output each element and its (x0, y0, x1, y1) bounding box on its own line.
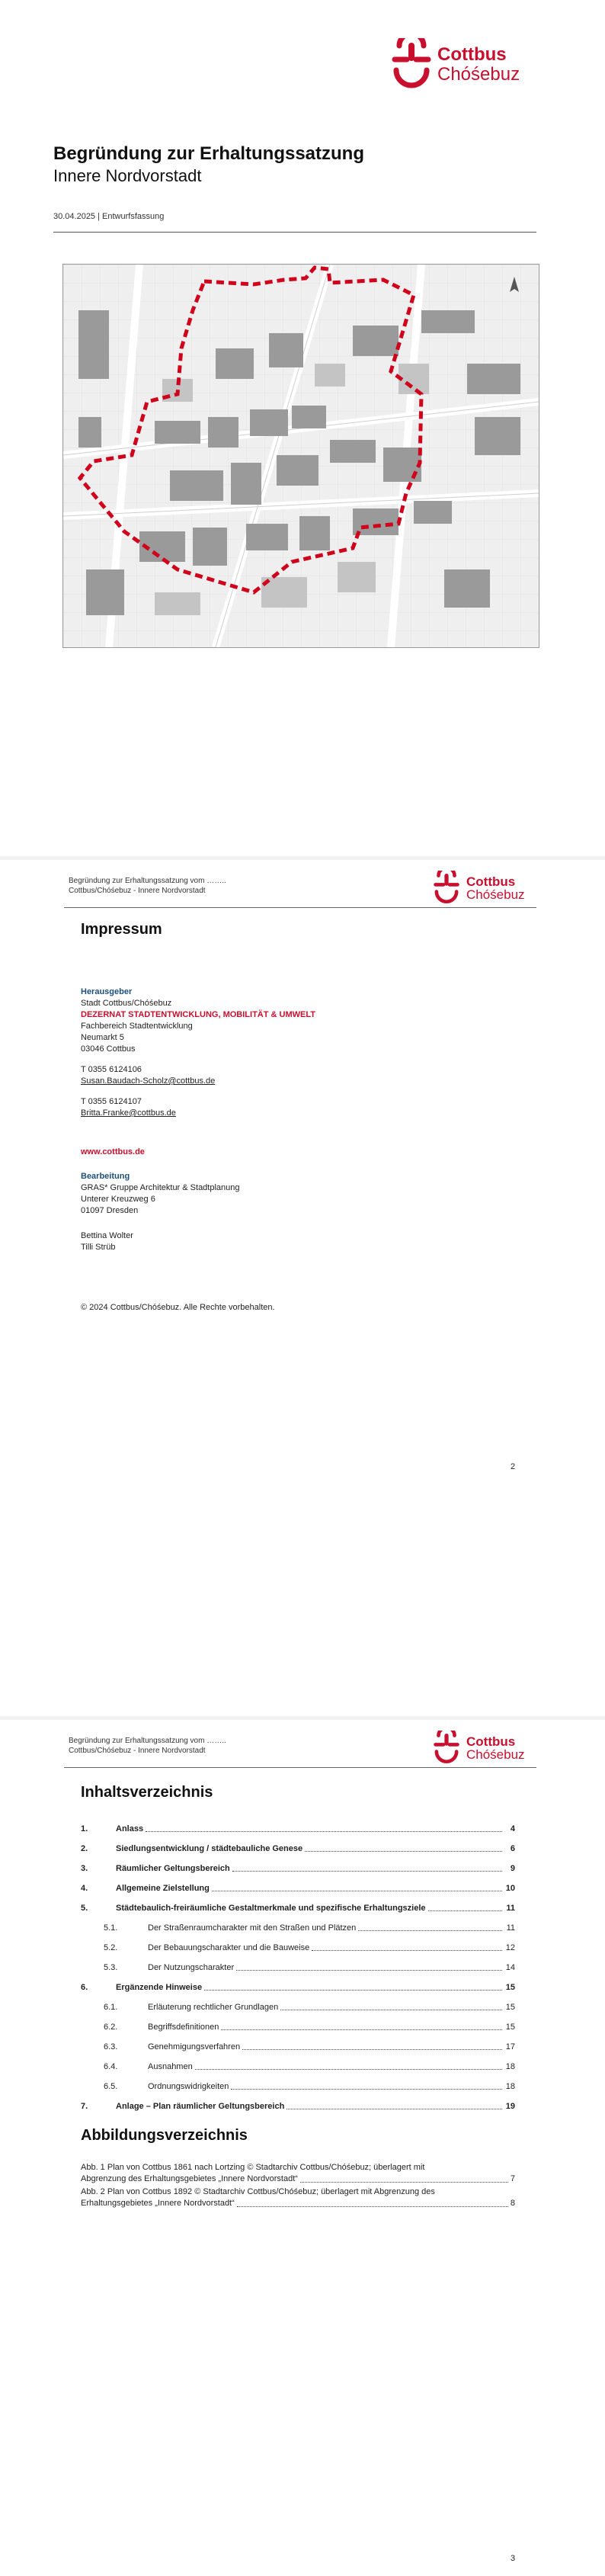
document-subtitle: Innere Nordvorstadt (53, 166, 202, 185)
toc-leader (237, 2206, 508, 2207)
toc-entry-page: 15 (505, 1983, 515, 1992)
toc-leader (358, 1930, 502, 1931)
toc-entry[interactable] (81, 1923, 515, 1933)
toc-entry-title: Ausnahmen (148, 2062, 193, 2071)
toc-entry-number: 5.3. (104, 1963, 118, 1972)
toc-entry-number: 1. (81, 1824, 88, 1833)
toc-heading: Inhaltsverzeichnis (81, 1784, 213, 1801)
contact-phone-2: T 0355 6124107 (81, 1097, 142, 1106)
toc-entry-title: Der Bebauungscharakter und die Bauweise (148, 1943, 310, 1952)
publisher-division: Fachbereich Stadtentwicklung (81, 1022, 193, 1031)
running-header-line2: Cottbus/Chóśebuz - Innere Nordvorstadt (69, 887, 206, 895)
toc-entry-page: 19 (505, 2102, 515, 2111)
toc-entry[interactable] (81, 1903, 515, 1914)
toc-entry-page: 10 (505, 1884, 515, 1893)
brand-line2: Chóśebuz (466, 887, 525, 902)
herausgeber-label: Herausgeber (81, 987, 133, 996)
toc-entry-number: 6. (81, 1983, 88, 1992)
toc-entry-page: 14 (505, 1963, 515, 1972)
toc-entry-title: Siedlungsentwicklung / städtebauliche Genese (116, 1844, 303, 1853)
toc-entry-title: Der Straßenraumcharakter mit den Straßen und Plätzen (148, 1923, 357, 1933)
toc-entry[interactable] (81, 1942, 515, 1953)
toc-entry-page: 15 (505, 2023, 515, 2032)
toc-entry[interactable] (81, 2002, 515, 2013)
brand-line1: Cottbus (466, 1734, 516, 1749)
figure-entry-1-line2: Abgrenzung des Erhaltungsgebietes „Innere Nordvorstadt“ (81, 2174, 298, 2183)
editor-street: Unterer Kreuzweg 6 (81, 1195, 155, 1204)
toc-leader (146, 1831, 502, 1832)
toc-entry-number: 5.1. (104, 1923, 118, 1933)
toc-entry[interactable] (81, 2061, 515, 2072)
editor-person-2: Tilli Strüb (81, 1243, 116, 1252)
toc-leader (236, 1970, 502, 1971)
toc-entry-number: 5.2. (104, 1943, 118, 1952)
toc-entry-title: Allgemeine Zielstellung (116, 1884, 210, 1893)
toc-entry-page: 6 (510, 1844, 515, 1853)
site-map-drawing (63, 265, 539, 647)
toc-entry-page: 11 (506, 1904, 515, 1913)
impressum-heading: Impressum (81, 921, 162, 938)
toc-entry-page: 18 (505, 2082, 515, 2091)
toc-page (0, 1720, 605, 2576)
toc-leader (195, 2069, 502, 2070)
brand-line1: Cottbus (466, 874, 516, 889)
publisher-city: Stadt Cottbus/Chóśebuz (81, 999, 172, 1008)
toc-leader (305, 1851, 502, 1852)
toc-entry-title: Anlass (116, 1824, 144, 1833)
toc-entry-number: 5. (81, 1904, 88, 1913)
toc-entry-page: 17 (505, 2042, 515, 2051)
toc-entry[interactable] (81, 1824, 515, 1834)
toc-entry-number: 3. (81, 1864, 88, 1873)
toc-entry[interactable] (81, 2081, 515, 2092)
toc-entry-title: Begriffsdefinitionen (148, 2023, 219, 2032)
title-divider (53, 232, 536, 233)
header-divider (64, 907, 536, 908)
toc-entry-title: Ergänzende Hinweise (116, 1983, 203, 1992)
figure-entry-2-line2: Erhaltungsgebietes „Innere Nordvorstadt“ (81, 2199, 235, 2208)
toc-entry-title: Erläuterung rechtlicher Grundlagen (148, 2003, 279, 2012)
editor-person-1: Bettina Wolter (81, 1231, 133, 1240)
toc-entry-page: 12 (505, 1943, 515, 1952)
bearbeitung-label: Bearbeitung (81, 1172, 130, 1181)
figure-entry-2-page: 8 (510, 2199, 515, 2208)
page-number: 2 (511, 1462, 516, 1471)
document-date: 30.04.2025 | Entwurfsfassung (53, 212, 165, 221)
header-divider (64, 1767, 536, 1768)
copyright-notice: © 2024 Cottbus/Chóśebuz. Alle Rechte vorbehalten. (81, 1303, 275, 1312)
city-logo-icon (431, 871, 462, 906)
page-number: 3 (511, 2554, 516, 2563)
toc-entry-number: 6.4. (104, 2062, 118, 2071)
toc-entry-number: 6.1. (104, 2003, 118, 2012)
toc-entry[interactable] (81, 1962, 515, 1973)
toc-entry-page: 15 (505, 2003, 515, 2012)
toc-leader (204, 1990, 502, 1991)
toc-entry-page: 11 (506, 1923, 515, 1933)
toc-entry-number: 7. (81, 2102, 88, 2111)
header-logo (431, 871, 525, 906)
brand-line2: Chóśebuz (437, 64, 520, 85)
editor-city: 01097 Dresden (81, 1206, 139, 1215)
toc-leader (221, 2029, 502, 2030)
toc-entry[interactable] (81, 2101, 515, 2112)
brand-line2: Chóśebuz (466, 1747, 525, 1762)
toc-leader (428, 1910, 502, 1911)
cover-page (0, 0, 605, 856)
toc-leader (300, 2182, 508, 2183)
toc-entry-title: Genehmigungsverfahren (148, 2042, 241, 2051)
toc-entry-title: Anlage – Plan räumlicher Geltungsbereich (116, 2102, 285, 2111)
publisher-street: Neumarkt 5 (81, 1033, 124, 1042)
city-logo-icon (431, 1731, 462, 1766)
toc-leader (312, 1950, 502, 1951)
toc-entry-number: 2. (81, 1844, 88, 1853)
city-logo (390, 38, 520, 91)
toc-entry[interactable] (81, 1982, 515, 1993)
toc-entry-number: 4. (81, 1884, 88, 1893)
publisher-department: DEZERNAT STADTENTWICKLUNG, MOBILITÄT & UMWELT (81, 1010, 315, 1019)
figure-entry-1-page: 7 (510, 2174, 515, 2183)
running-header-line1: Begründung zur Erhaltungssatzung vom …….. (69, 877, 226, 885)
toc-leader (242, 2049, 502, 2050)
impressum-page (0, 860, 605, 1716)
toc-entry-number: 6.3. (104, 2042, 118, 2051)
toc-entry-title: Ordnungswidrigkeiten (148, 2082, 229, 2091)
toc-entry[interactable] (81, 2042, 515, 2052)
contact-email-1[interactable]: Susan.Baudach-Scholz@cottbus.de (81, 1076, 216, 1086)
contact-email-2[interactable]: Britta.Franke@cottbus.de (81, 1108, 176, 1118)
editor-firm: GRAS* Gruppe Architektur & Stadtplanung (81, 1183, 240, 1192)
toc-entry[interactable] (81, 1843, 515, 1854)
brand-line1: Cottbus (437, 44, 507, 65)
publisher-zip-city: 03046 Cottbus (81, 1044, 136, 1054)
toc-entry-number: 6.5. (104, 2082, 118, 2091)
running-header-line1: Begründung zur Erhaltungssatzung vom …….. (69, 1737, 226, 1745)
figure-entry-1[interactable] (81, 2162, 515, 2185)
toc-entry-page: 18 (505, 2062, 515, 2071)
figure-entry-2-line1: Abb. 2 Plan von Cottbus 1892 © Stadtarchiv Cottbus/Chóśebuz; überlagert mit Abgrenzung des (81, 2187, 435, 2196)
running-header-line2: Cottbus/Chóśebuz - Innere Nordvorstadt (69, 1747, 206, 1755)
toc-entry-title: Der Nutzungscharakter (148, 1963, 235, 1972)
website-link[interactable]: www.cottbus.de (81, 1147, 145, 1156)
site-map (62, 264, 539, 648)
toc-entry-page: 4 (510, 1824, 515, 1833)
city-logo-icon (390, 38, 433, 91)
toc-entry-title: Städtebaulich-freiräumliche Gestaltmerkmale und spezifische Erhaltungsziele (116, 1904, 426, 1913)
contact-phone-1: T 0355 6124106 (81, 1065, 142, 1074)
toc-entry[interactable] (81, 1863, 515, 1874)
toc-entry-number: 6.2. (104, 2023, 118, 2032)
figure-entry-2[interactable] (81, 2186, 515, 2209)
figures-heading: Abbildungsverzeichnis (81, 2127, 248, 2144)
toc-leader (232, 1871, 502, 1872)
document-title: Begründung zur Erhaltungssatzung (53, 143, 364, 164)
toc-entry-page: 9 (510, 1864, 515, 1873)
toc-entry[interactable] (81, 1883, 515, 1894)
header-logo (431, 1731, 525, 1766)
figure-entry-1-line1: Abb. 1 Plan von Cottbus 1861 nach Lortzing © Stadtarchiv Cottbus/Chóśebuz; überlagert mit (81, 2163, 425, 2172)
toc-leader (231, 2089, 502, 2090)
toc-entry-title: Räumlicher Geltungsbereich (116, 1864, 230, 1873)
toc-entry[interactable] (81, 2022, 515, 2032)
